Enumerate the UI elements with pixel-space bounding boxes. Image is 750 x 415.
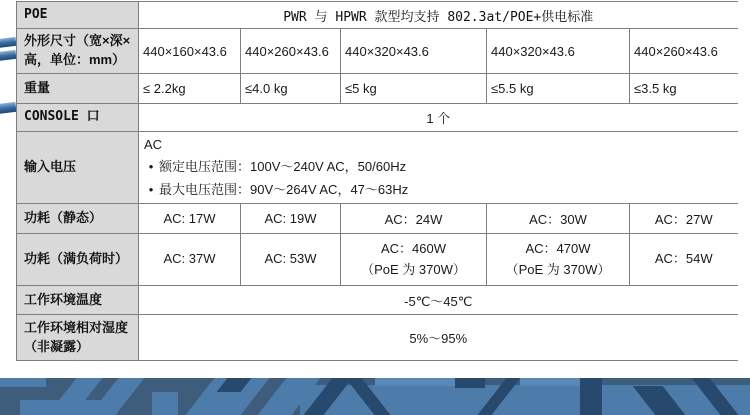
banner-shape <box>580 378 602 415</box>
humidity-value: 5%～95% <box>139 315 738 361</box>
bullet-icon: • <box>148 159 154 174</box>
poe-value: PWR 与 HPWR 款型均支持 802.3at/POE+供电标准 <box>139 2 738 29</box>
banner-shape <box>375 378 455 386</box>
table-row-humidity <box>17 315 738 361</box>
fullload-power-cell <box>487 234 630 286</box>
row-label-humidity: 工作环境相对湿度（非凝露） <box>17 315 139 361</box>
power-line2: （PoE 为 370W） <box>361 261 466 277</box>
static-power-cell: AC: 17W <box>139 204 241 234</box>
banner-shape <box>520 378 580 386</box>
static-power-cell: AC：30W <box>487 204 630 234</box>
table-row-fullload-power <box>17 234 738 286</box>
power-line2: （PoE 为 370W） <box>505 261 611 277</box>
table-row-input-voltage <box>17 132 738 204</box>
banner-shape <box>455 378 485 388</box>
dimension-cell: 440×260×43.6 <box>630 29 738 74</box>
dimension-cell: 440×320×43.6 <box>487 29 630 74</box>
row-label-poe: POE <box>17 2 139 29</box>
console-value: 1 个 <box>139 104 738 132</box>
power-line1: AC：460W <box>380 241 447 257</box>
dimension-cell: 440×320×43.6 <box>341 29 487 74</box>
max-voltage-line <box>143 178 734 201</box>
power-line1: AC：54W <box>654 251 713 267</box>
rated-voltage-line <box>143 155 734 178</box>
table-row-operating-temp <box>17 286 738 315</box>
fullload-power-cell <box>241 234 341 286</box>
rated-voltage-text: 额定电压范围：100V～240V AC，50/60Hz <box>159 159 407 174</box>
weight-cell: ≤4.0 kg <box>241 74 341 104</box>
input-voltage-type: AC <box>144 137 163 152</box>
edge-decor-stripe <box>0 50 16 61</box>
weight-cell: ≤5 kg <box>341 74 487 104</box>
static-power-cell: AC：27W <box>630 204 738 234</box>
spec-table <box>16 1 738 361</box>
row-label-fullload-power: 功耗（满负荷时） <box>17 234 139 286</box>
row-label-console: CONSOLE 口 <box>17 104 139 132</box>
dimension-cell: 440×160×43.6 <box>139 29 241 74</box>
fullload-power-cell <box>630 234 738 286</box>
dimension-cell: 440×260×43.6 <box>241 29 341 74</box>
edge-decor-stripe <box>0 37 16 48</box>
banner-shape <box>152 392 178 415</box>
footer-banner-image <box>0 378 750 415</box>
banner-shape <box>0 378 46 387</box>
weight-cell: ≤ 2.2kg <box>139 74 241 104</box>
table-row-console <box>17 104 738 132</box>
power-line1: AC: 53W <box>264 251 317 267</box>
static-power-cell: AC: 19W <box>241 204 341 234</box>
row-label-input-voltage: 输入电压 <box>17 132 139 204</box>
row-label-operating-temp: 工作环境温度 <box>17 286 139 315</box>
edge-decor-stripe <box>0 102 17 114</box>
row-label-dimensions: 外形尺寸（宽×深×高，单位：mm） <box>17 29 139 74</box>
banner-shape <box>20 400 106 415</box>
power-line1: AC：470W <box>525 241 591 257</box>
operating-temp-value: -5℃～45℃ <box>139 286 738 315</box>
weight-cell: ≤5.5 kg <box>487 74 630 104</box>
power-line1: AC: 37W <box>163 251 216 267</box>
table-row-weight <box>17 74 738 104</box>
fullload-power-cell <box>341 234 487 286</box>
table-row-poe <box>17 2 738 29</box>
fullload-power-cell <box>139 234 241 286</box>
static-power-cell: AC：24W <box>341 204 487 234</box>
max-voltage-text: 最大电压范围：90V～264V AC，47～63Hz <box>159 182 409 197</box>
input-voltage-cell <box>139 132 738 204</box>
table-row-static-power <box>17 204 738 234</box>
row-label-static-power: 功耗（静态） <box>17 204 139 234</box>
bullet-icon: • <box>148 182 154 197</box>
weight-cell: ≤3.5 kg <box>630 74 738 104</box>
row-label-weight: 重量 <box>17 74 139 104</box>
table-row-dimensions <box>17 29 738 74</box>
